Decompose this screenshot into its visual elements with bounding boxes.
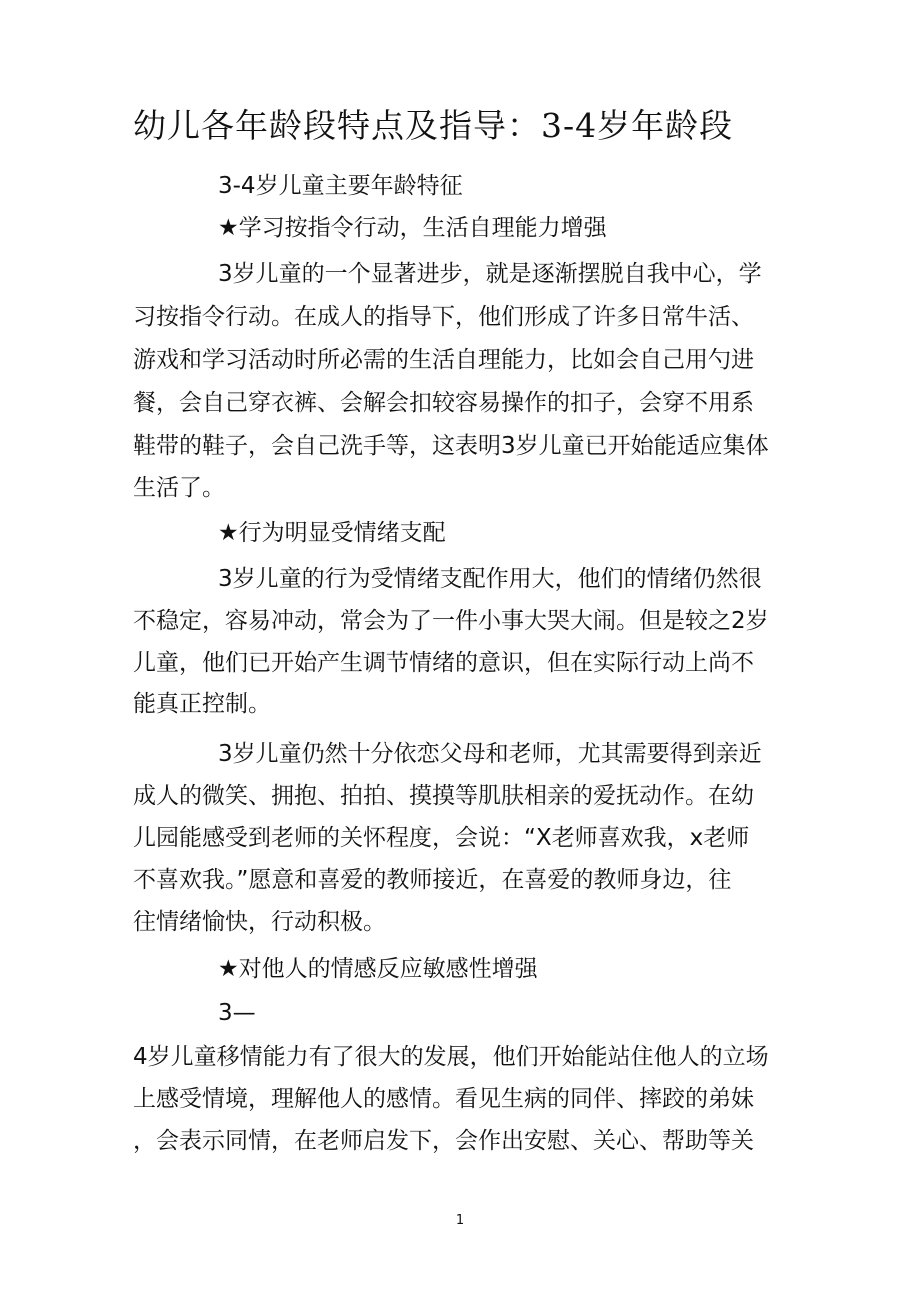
paragraph-line: 鞋带的鞋子，会自己洗手等，这表明3岁儿童已开始能适应集体 xyxy=(133,433,769,459)
paragraph-line: 生活了。 xyxy=(133,475,225,501)
paragraph-line: 游戏和学习活动时所必需的生活自理能力，比如会自己用勺进 xyxy=(133,347,754,373)
paragraph-line: 不稳定，容易冲动，常会为了一件小事大哭大闹。但是较之2岁 xyxy=(133,608,769,634)
paragraph-line: 习按指令行动。在成人的指导下，他们形成了许多日常牛活、 xyxy=(133,304,754,330)
paragraph-line: 3岁儿童仍然十分依恋父母和老师，尤其需要得到亲近 xyxy=(218,741,762,767)
paragraph-line: 4岁儿童移情能力有了很大的发展，他们开始能站住他人的立场 xyxy=(133,1044,769,1070)
section-heading-empathy: ★对他人的情感反应敏感性增强 xyxy=(218,956,538,982)
page-number: 1 xyxy=(455,1213,465,1228)
section-heading-emotion: ★行为明显受情绪支配 xyxy=(218,520,446,546)
paragraph-line: 上感受情境，理解他人的感情。看见生病的同伴、摔跤的弟妹 xyxy=(133,1086,754,1112)
paragraph-line: 能真正控制。 xyxy=(133,691,271,717)
section-subtitle: 3-4岁儿童主要年龄特征 xyxy=(218,173,463,199)
paragraph-line: 儿园能感受到老师的关怀程度，会说：“X老师喜欢我，x老师 xyxy=(133,825,750,851)
paragraph-line: 3岁儿童的一个显著进步，就是逐渐摆脱自我中心，学 xyxy=(218,261,762,287)
paragraph-line: 不喜欢我。”愿意和喜爱的教师接近，在喜爱的教师身边，往 xyxy=(133,867,732,893)
paragraph-line: 往情绪愉快，行动积极。 xyxy=(133,909,386,935)
section-heading-self-care: ★学习按指令行动，生活自理能力增强 xyxy=(218,215,607,241)
paragraph-line: ，会表示同情，在老师启发下，会作出安慰、关心、帮助等关 xyxy=(133,1128,754,1154)
paragraph-line: 3岁儿童的行为受情绪支配作用大，他们的情绪仍然很 xyxy=(218,566,762,592)
paragraph-line: 儿童，他们已开始产生调节情绪的意识，但在实际行动上尚不 xyxy=(133,650,754,676)
paragraph-line: 餐，会自己穿衣裤、会解会扣较容易操作的扣子，会穿不用系 xyxy=(133,390,754,416)
paragraph-line: 成人的微笑、拥抱、拍拍、摸摸等肌肤相亲的爱抚动作。在幼 xyxy=(133,783,754,809)
document-title: 幼儿各年龄段特点及指导：3-4岁年龄段 xyxy=(133,106,734,145)
paragraph-line: 3— xyxy=(218,1000,256,1026)
